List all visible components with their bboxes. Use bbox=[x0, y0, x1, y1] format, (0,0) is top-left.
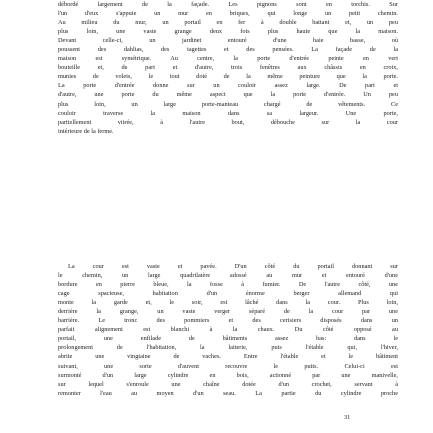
text-line: plus loin, un large porte-manteau chargé de vêtements. Ce bbox=[58, 100, 398, 108]
text-line: débordé largement de la façade. Les pignons sont en torchis. Sur bbox=[58, 1, 398, 8]
text-line: l'un d'eux s'appuie un mur en briques, qui longe un petit chemin. bbox=[58, 10, 398, 18]
text-line: cage spacieuse, habitation d'un énorme berger allemand qui bbox=[58, 290, 398, 298]
paragraph-2 bbox=[58, 262, 398, 398]
text-line: couloir traverse la maison dans sa largeur. Une porte, bbox=[58, 109, 398, 117]
text-line: derrière la grange, un vaste verger séparé de la cour par une bbox=[58, 308, 398, 316]
page-number: 31 bbox=[344, 414, 351, 421]
text-line: poussent des dahlias, des tagettes et des pensées. La façade de la bbox=[58, 46, 398, 54]
text-line: remonter l'eau au moyen d'un seau. La partie du cylindre proche bbox=[58, 389, 398, 397]
text-line: maison est symétrique. Au centre, la porte d'entrée peinte en vert bbox=[58, 55, 398, 63]
text-line: bordure en pierre bleue, la fosse à fumier. De l'autre côté, une bbox=[58, 281, 398, 289]
text-line: partiellement vitrée, à l'autre bout, débouche sur la cour bbox=[58, 118, 398, 126]
text-line: La cour est vaste et pavée. D'un côté du portail donnant sur bbox=[68, 263, 398, 270]
text-line: monte la garde et, le soir, est lâché dans la cour. Plus loin, bbox=[58, 299, 398, 307]
text-line: plus loin, une vaste grange deux fois plus haute que la maison. bbox=[58, 28, 398, 36]
text-line: barrière. Le tronc des pommiers et des cerisiers disposés dans un bbox=[58, 317, 398, 325]
text-line: munies de volets, le tout doté de la même peinture que la porte. bbox=[58, 73, 398, 81]
text-line: prolongement de l'habitation, la laiterie, puis l'étable qui, l'hiver, bbox=[58, 344, 398, 352]
text-line: portail, une enfilade de bâtiments assez bas: dans le bbox=[58, 335, 398, 343]
text-line: bouteille et, de part et d'autre, trois fenêtres aux châssis en croix, bbox=[58, 64, 398, 72]
text-line: le chemin, un large quadrilatère adossé au mur et entouré d'une bbox=[58, 272, 398, 280]
text-line: parfait alignement est blanchi à la chaux. Du côté opposé au bbox=[58, 326, 398, 334]
text-line: suivant, une sorte d'auvent recouvre le puits. Celui-ci est bbox=[58, 362, 398, 370]
text-line: intérieure de la ferme. bbox=[58, 127, 114, 135]
text-line: d'autre, une porte du même aspect que la porte d'entrée. Un peu bbox=[58, 91, 398, 99]
text-line: sur lequel s'enroule une chaîne dotée d'un crochet, servant à bbox=[58, 380, 398, 388]
text-line: abrite une vingtaine de vaches. Entre l'étable et le bâtiment bbox=[58, 353, 398, 361]
text-line: Devant celle-ci, un jardinet entouré d'une haie basse, où bbox=[58, 37, 398, 45]
text-line: Au milieu du mur, un portail en fer à double battant et, un peu bbox=[58, 19, 398, 27]
text-line: La porte d'entrée donne sur un couloir assez large. De part et bbox=[58, 82, 398, 90]
paragraph-1 bbox=[58, 0, 398, 136]
text-line: surmonté d'un large cylindre en bois, actionné par une manivelle, bbox=[58, 371, 398, 379]
